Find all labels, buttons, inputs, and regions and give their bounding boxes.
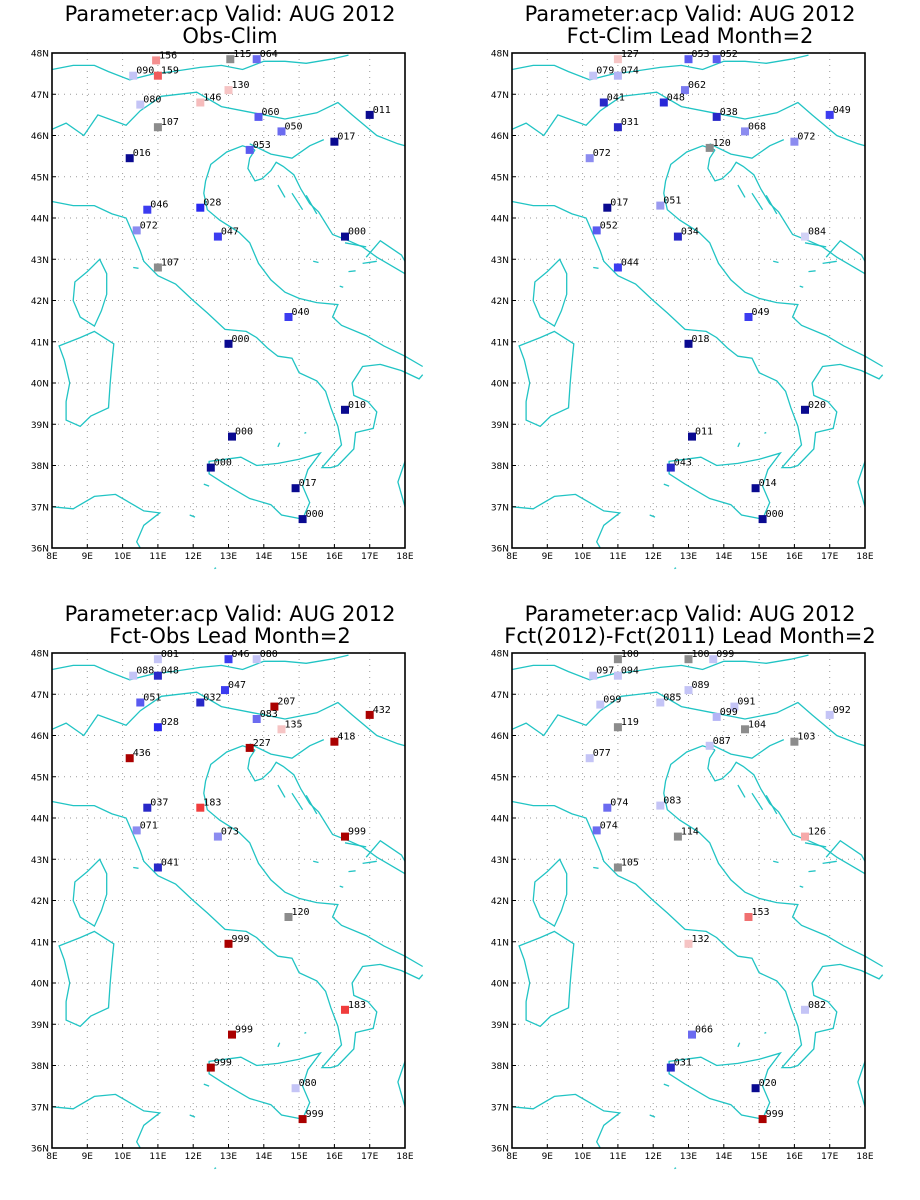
station-value-label: 046 — [231, 649, 250, 661]
station-value-label: 068 — [748, 121, 767, 133]
y-tick-label: 41N — [30, 338, 49, 349]
island — [349, 871, 356, 872]
x-tick-label: 15E — [290, 1152, 308, 1162]
station-value-label: 114 — [680, 826, 699, 838]
station-value-label: 999 — [231, 933, 250, 945]
station-value-label: 031 — [620, 117, 639, 129]
x-tick-label: 9E — [541, 1152, 554, 1162]
station-value-label: 432 — [372, 704, 391, 716]
island — [349, 271, 356, 272]
y-tick-label: 41N — [490, 338, 509, 349]
y-tick-label: 42N — [490, 297, 509, 307]
station-value-label: 010 — [348, 399, 367, 411]
station-value-label: 183 — [203, 797, 222, 809]
panel-subtitle: Fct(2012)-Fct(2011) Lead Month=2 — [504, 624, 876, 648]
station-value-label: 115 — [233, 49, 252, 61]
x-tick-label: 12E — [644, 552, 662, 562]
station-value-label: 074 — [599, 820, 618, 832]
island — [593, 268, 598, 269]
island — [764, 433, 766, 434]
station-value-label: 120 — [712, 137, 731, 149]
station-value-label: 183 — [348, 999, 367, 1011]
x-tick-label: 10E — [574, 552, 592, 562]
y-tick-label: 48N — [490, 649, 509, 660]
y-tick-label: 38N — [30, 462, 49, 472]
x-tick-label: 13E — [679, 1152, 698, 1162]
station-value-label: 053 — [691, 49, 710, 61]
y-tick-label: 44N — [30, 214, 49, 225]
station-value-label: 999 — [235, 1024, 254, 1036]
x-tick-label: 11E — [609, 552, 627, 562]
station-value-label: 000 — [765, 509, 784, 521]
island — [674, 568, 676, 569]
y-tick-label: 43N — [490, 855, 509, 866]
panel-title: Parameter:acp Valid: AUG 2012 — [64, 602, 396, 626]
station-value-label: 052 — [599, 220, 618, 232]
y-tick-label: 48N — [30, 649, 49, 660]
station-value-label: 062 — [688, 80, 707, 92]
station-value-label: 999 — [213, 1057, 232, 1069]
x-tick-label: 15E — [290, 552, 308, 562]
station-value-label: 049 — [751, 307, 770, 318]
y-tick-label: 45N — [30, 173, 49, 184]
map-plot — [0, 600, 460, 1200]
island — [214, 1168, 216, 1169]
y-tick-label: 38N — [490, 1062, 509, 1072]
panel-title: Parameter:acp Valid: AUG 2012 — [524, 602, 856, 626]
x-tick-label: 17E — [361, 1152, 379, 1162]
station-value-label: 090 — [136, 65, 155, 77]
station-value-label: 072 — [797, 131, 816, 143]
island — [214, 568, 216, 569]
station-value-label: 041 — [160, 857, 179, 869]
y-tick-label: 37N — [30, 1103, 49, 1114]
y-tick-label: 42N — [30, 897, 49, 907]
station-value-label: 031 — [673, 1057, 692, 1069]
panel-title: Parameter:acp Valid: AUG 2012 — [524, 2, 856, 26]
station-value-label: 052 — [719, 49, 738, 61]
y-tick-label: 36N — [490, 1144, 509, 1155]
y-tick-label: 48N — [30, 49, 49, 60]
x-tick-label: 17E — [821, 552, 839, 562]
island — [593, 868, 598, 869]
station-value-label: 120 — [291, 907, 310, 918]
station-value-label: 072 — [139, 220, 158, 232]
station-value-label: 051 — [143, 692, 162, 704]
map-plot — [460, 0, 920, 600]
station-value-label: 000 — [348, 226, 367, 238]
x-tick-label: 13E — [679, 552, 698, 562]
station-value-label: 037 — [150, 797, 169, 809]
station-value-label: 100 — [691, 649, 710, 661]
station-value-label: 146 — [203, 92, 222, 104]
x-tick-label: 10E — [114, 552, 132, 562]
x-tick-label: 16E — [325, 552, 343, 562]
x-tick-label: 8E — [46, 1152, 58, 1162]
y-tick-label: 38N — [30, 1062, 49, 1072]
station-value-label: 053 — [252, 139, 271, 151]
y-tick-label: 40N — [30, 979, 49, 990]
y-tick-label: 46N — [30, 132, 49, 142]
station-value-label: 047 — [228, 680, 247, 692]
y-tick-label: 41N — [30, 938, 49, 949]
y-tick-label: 39N — [490, 1020, 509, 1031]
station-value-label: 074 — [620, 65, 639, 77]
island — [133, 868, 138, 869]
panel-fct-diff — [460, 600, 920, 1200]
x-tick-label: 9E — [81, 1152, 94, 1162]
y-tick-label: 44N — [490, 814, 509, 825]
x-tick-label: 12E — [184, 552, 202, 562]
station-value-label: 097 — [596, 665, 615, 677]
x-tick-label: 15E — [750, 1152, 768, 1162]
station-value-label: 050 — [284, 121, 303, 133]
station-value-label: 032 — [203, 692, 222, 704]
station-value-label: 091 — [737, 696, 756, 708]
panel-title: Parameter:acp Valid: AUG 2012 — [64, 2, 396, 26]
station-value-label: 080 — [143, 94, 162, 106]
station-value-label: 000 — [305, 509, 324, 521]
station-value-label: 028 — [160, 717, 179, 729]
y-tick-label: 46N — [30, 732, 49, 742]
station-value-label: 418 — [337, 731, 356, 743]
station-value-label: 038 — [719, 106, 738, 118]
station-value-label: 017 — [610, 197, 629, 209]
island — [764, 1033, 766, 1034]
x-tick-label: 11E — [149, 552, 167, 562]
station-value-label: 046 — [150, 199, 169, 211]
station-value-label: 081 — [160, 649, 179, 661]
y-tick-label: 36N — [30, 544, 49, 555]
station-value-label: 066 — [695, 1024, 714, 1036]
station-value-label: 099 — [603, 694, 622, 706]
station-value-label: 051 — [663, 195, 682, 207]
station-value-label: 083 — [663, 795, 682, 807]
station-value-label: 074 — [610, 797, 629, 809]
x-tick-label: 14E — [715, 552, 733, 562]
station-value-label: 100 — [620, 649, 639, 661]
x-tick-label: 8E — [46, 552, 58, 562]
panel-obs-clim — [0, 0, 460, 600]
x-tick-label: 9E — [541, 552, 554, 562]
station-value-label: 049 — [832, 104, 851, 116]
x-tick-label: 14E — [715, 1152, 733, 1162]
x-tick-label: 12E — [644, 1152, 662, 1162]
x-tick-label: 9E — [81, 552, 94, 562]
station-value-label: 080 — [259, 649, 278, 661]
station-value-label: 011 — [372, 104, 391, 116]
y-tick-label: 43N — [30, 855, 49, 866]
station-value-label: 018 — [691, 333, 710, 345]
station-value-label: 073 — [220, 826, 239, 838]
station-value-label: 119 — [620, 717, 639, 729]
station-value-label: 028 — [203, 197, 222, 209]
station-value-label: 103 — [797, 731, 816, 743]
station-value-label: 085 — [663, 692, 682, 704]
y-tick-label: 39N — [30, 420, 49, 431]
station-value-label: 156 — [159, 50, 178, 62]
x-tick-label: 12E — [184, 1152, 202, 1162]
y-tick-label: 45N — [490, 173, 509, 184]
station-value-label: 089 — [691, 680, 710, 692]
station-value-label: 071 — [139, 820, 158, 832]
y-tick-label: 45N — [490, 773, 509, 784]
station-value-label: 043 — [673, 457, 692, 469]
x-tick-label: 18E — [856, 1152, 874, 1162]
station-value-label: 084 — [808, 226, 827, 238]
island — [809, 871, 816, 872]
station-value-label: 048 — [160, 665, 179, 677]
station-value-label: 014 — [758, 478, 777, 490]
x-tick-label: 13E — [219, 1152, 238, 1162]
station-value-label: 060 — [261, 106, 280, 118]
station-value-label: 000 — [213, 457, 232, 469]
station-value-label: 079 — [596, 65, 615, 77]
y-tick-label: 42N — [490, 897, 509, 907]
station-value-label: 153 — [751, 907, 770, 918]
panel-fct-clim — [460, 0, 920, 600]
island — [304, 433, 306, 434]
station-value-label: 064 — [259, 49, 278, 61]
y-tick-label: 46N — [490, 732, 509, 742]
station-value-label: 047 — [220, 226, 239, 238]
map-plot — [460, 600, 920, 1200]
station-value-label: 135 — [284, 719, 303, 731]
y-tick-label: 47N — [490, 90, 509, 101]
station-value-label: 083 — [259, 709, 278, 720]
x-tick-label: 11E — [149, 1152, 167, 1162]
x-tick-label: 16E — [785, 552, 803, 562]
panel-fct-obs — [0, 600, 460, 1200]
y-tick-label: 40N — [490, 379, 509, 390]
x-tick-label: 15E — [750, 552, 768, 562]
station-value-label: 436 — [132, 748, 151, 760]
y-tick-label: 39N — [490, 420, 509, 431]
y-tick-label: 39N — [30, 1020, 49, 1031]
panel-subtitle: Fct-Clim Lead Month=2 — [566, 24, 814, 48]
station-value-label: 020 — [758, 1078, 777, 1090]
x-tick-label: 18E — [396, 1152, 414, 1162]
station-value-label: 020 — [808, 399, 827, 411]
x-tick-label: 13E — [219, 552, 238, 562]
x-tick-label: 16E — [325, 1152, 343, 1162]
y-tick-label: 45N — [30, 773, 49, 784]
y-tick-label: 40N — [30, 379, 49, 390]
station-value-label: 126 — [808, 826, 827, 838]
station-value-label: 092 — [832, 704, 851, 716]
station-value-label: 107 — [160, 117, 179, 129]
station-value-label: 016 — [132, 148, 151, 160]
y-tick-label: 47N — [30, 90, 49, 101]
x-tick-label: 8E — [506, 552, 518, 562]
x-tick-label: 10E — [114, 1152, 132, 1162]
station-value-label: 017 — [298, 478, 317, 490]
x-tick-label: 16E — [785, 1152, 803, 1162]
station-value-label: 999 — [765, 1109, 784, 1121]
y-tick-label: 36N — [30, 1144, 49, 1155]
station-value-label: 105 — [620, 857, 639, 869]
y-tick-label: 43N — [490, 255, 509, 266]
x-tick-label: 17E — [821, 1152, 839, 1162]
station-value-label: 087 — [712, 735, 731, 747]
y-tick-label: 46N — [490, 132, 509, 142]
y-tick-label: 42N — [30, 297, 49, 307]
station-value-label: 999 — [305, 1109, 324, 1121]
station-value-label: 077 — [592, 748, 611, 760]
station-value-label: 227 — [252, 737, 271, 749]
station-value-label: 088 — [136, 665, 155, 677]
station-value-label: 107 — [160, 257, 179, 269]
y-tick-label: 38N — [490, 462, 509, 472]
island — [304, 1033, 306, 1034]
station-value-label: 082 — [808, 999, 827, 1011]
station-value-label: 000 — [231, 333, 250, 345]
station-value-label: 044 — [620, 257, 639, 269]
y-tick-label: 44N — [490, 214, 509, 225]
panel-subtitle: Fct-Obs Lead Month=2 — [109, 624, 351, 648]
station-value-label: 127 — [620, 49, 639, 61]
station-value-label: 132 — [691, 933, 710, 945]
y-tick-label: 37N — [490, 503, 509, 514]
y-tick-label: 40N — [490, 979, 509, 990]
station-value-label: 017 — [337, 131, 356, 143]
station-value-label: 099 — [719, 706, 738, 718]
station-value-label: 104 — [748, 719, 767, 731]
x-tick-label: 11E — [609, 1152, 627, 1162]
y-tick-label: 48N — [490, 49, 509, 60]
station-value-label: 048 — [666, 92, 685, 104]
x-tick-label: 14E — [255, 552, 273, 562]
y-tick-label: 44N — [30, 814, 49, 825]
island — [674, 1168, 676, 1169]
station-value-label: 072 — [592, 148, 611, 160]
station-value-label: 011 — [695, 426, 714, 438]
station-value-label: 080 — [298, 1078, 317, 1090]
x-tick-label: 14E — [255, 1152, 273, 1162]
station-value-label: 034 — [680, 226, 699, 238]
island — [809, 271, 816, 272]
island — [133, 268, 138, 269]
station-value-label: 040 — [291, 307, 310, 318]
station-value-label: 159 — [160, 65, 179, 77]
map-plot — [0, 0, 460, 600]
y-tick-label: 47N — [30, 690, 49, 701]
station-value-label: 000 — [235, 426, 254, 438]
x-tick-label: 8E — [506, 1152, 518, 1162]
x-tick-label: 18E — [856, 552, 874, 562]
y-tick-label: 41N — [490, 938, 509, 949]
y-tick-label: 37N — [30, 503, 49, 514]
y-tick-label: 36N — [490, 544, 509, 555]
station-value-label: 041 — [606, 92, 625, 104]
x-tick-label: 18E — [396, 552, 414, 562]
y-tick-label: 43N — [30, 255, 49, 266]
station-value-label: 999 — [348, 826, 367, 838]
x-tick-label: 17E — [361, 552, 379, 562]
station-value-label: 207 — [277, 696, 296, 708]
x-tick-label: 10E — [574, 1152, 592, 1162]
station-value-label: 099 — [716, 649, 735, 661]
station-value-label: 130 — [231, 80, 250, 92]
y-tick-label: 47N — [490, 690, 509, 701]
y-tick-label: 37N — [490, 1103, 509, 1114]
station-value-label: 094 — [620, 665, 639, 677]
panel-subtitle: Obs-Clim — [182, 24, 278, 48]
